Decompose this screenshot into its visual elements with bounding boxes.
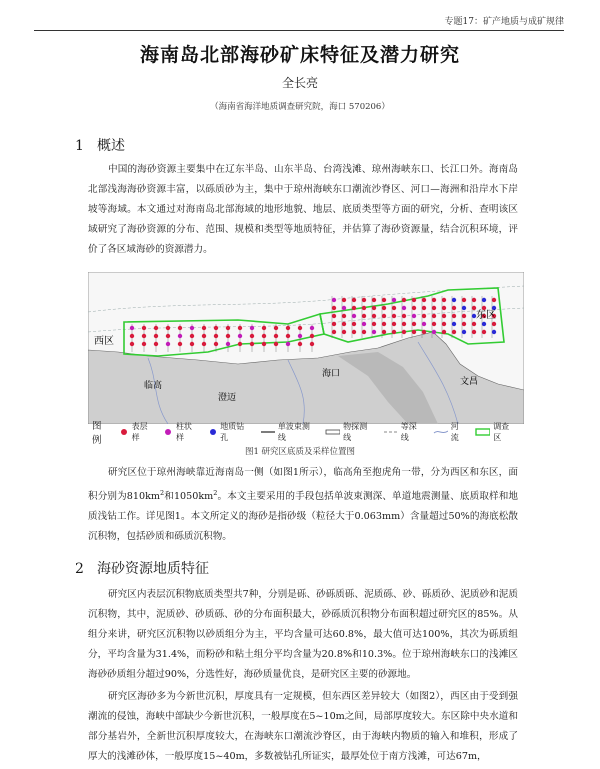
paper-title: 海南岛北部海砂矿床特征及潜力研究: [139, 44, 460, 66]
core-sample-point: [362, 322, 366, 326]
isobath-icon: [383, 427, 398, 437]
legend-item-borehole: [208, 421, 251, 443]
label-chengmai: 澄迈: [218, 393, 237, 403]
legend-label: 地质钻孔: [220, 422, 245, 442]
surface-sample-point: [202, 326, 206, 330]
unit-superscript: 2: [213, 489, 218, 497]
surface-sample-point: [342, 298, 346, 302]
surface-sample-point: [362, 306, 366, 310]
core-sample-point: [178, 334, 182, 338]
surface-sample-point: [462, 322, 466, 326]
legend-label: 河流: [450, 422, 459, 442]
surface-sample-point: [332, 314, 336, 318]
surface-sample-point: [442, 322, 446, 326]
borehole-point: [462, 306, 466, 310]
river-icon: [433, 427, 448, 437]
core-sample-point: [352, 314, 356, 318]
legend-item-survey-area: [475, 421, 516, 443]
surface-sample-point: [274, 334, 278, 338]
legend-item-geophysical: [325, 421, 374, 443]
section-title: 海砂资源地质特征: [97, 561, 209, 577]
surface-sample-point: [432, 298, 436, 302]
surface-sample-point: [342, 314, 346, 318]
surface-sample-point: [202, 342, 206, 346]
surface-sample-point: [178, 326, 182, 330]
author: 全长亮: [281, 76, 318, 90]
geophysical-line-icon: [325, 427, 340, 437]
paragraph-geology: 研究区内表层沉积物底质类型共7种，分别是砾、砂砾质砾、泥质砾、砂、砾质砂、泥质砂和泥质沉积物，其中，泥质砂、砂质砾、砂的分布面积最大，砂砾质沉积物分布面积超过研究区的85%。从组分来讲，研究区沉积物以砂质组分为主，平均含量可达60.8%，最大值可达100%，其次为砾质组分，平均含量为31.4%，而粉砂和粘土组分平均含量为20.8%和10.3%。位于琼州海峡东口的浅滩区海砂砂质组分超过90%，分选性好，海砂质量优良，是研究区主要的砂源地。: [88, 589, 518, 680]
surface-sample-point: [154, 334, 158, 338]
surface-sample-point: [362, 330, 366, 334]
surface-sample-point: [352, 322, 356, 326]
surface-sample-point: [452, 306, 456, 310]
surface-sample-point: [298, 342, 302, 346]
section-heading-1: [75, 135, 125, 155]
surface-sample-point: [382, 306, 386, 310]
surface-sample-point: [372, 306, 376, 310]
surface-sample-point: [352, 306, 356, 310]
surface-sample-point: [238, 326, 242, 330]
surface-sample-point: [402, 314, 406, 318]
core-sample-point: [310, 326, 314, 330]
surface-sample-point: [130, 342, 134, 346]
surface-sample-point: [402, 298, 406, 302]
surface-sample-point: [412, 322, 416, 326]
surface-sample-point: [262, 342, 266, 346]
surface-sample-point: [422, 306, 426, 310]
surface-sample-point: [214, 326, 218, 330]
core-sample-point: [166, 342, 170, 346]
core-sample-point: [342, 306, 346, 310]
legend-item-surface-sample: [119, 421, 154, 443]
surface-sample-point: [422, 314, 426, 318]
surface-sample-point: [352, 330, 356, 334]
surface-sample-point: [332, 330, 336, 334]
figure-caption: 图1 研究区底质及采样位置图: [244, 447, 356, 457]
label-east-area: 东区: [476, 310, 496, 321]
surface-sample-point: [402, 322, 406, 326]
label-west-area: 西区: [94, 336, 114, 347]
borehole-point: [452, 322, 456, 326]
core-sample-point: [392, 298, 396, 302]
surface-sample-point: [262, 334, 266, 338]
surface-sample-point: [214, 342, 218, 346]
surface-sample-point: [392, 314, 396, 318]
surface-sample-point: [310, 334, 314, 338]
core-sample-point: [402, 306, 406, 310]
running-head: 专题17：矿产地质与成矿规律: [444, 17, 564, 27]
surface-sample-point: [238, 342, 242, 346]
surface-sample-point: [178, 342, 182, 346]
surface-sample-point: [472, 298, 476, 302]
core-sample-point: [250, 326, 254, 330]
surface-sample-point: [392, 306, 396, 310]
surface-sample-point: [382, 322, 386, 326]
surface-sample-point: [412, 298, 416, 302]
surface-sample-point: [382, 298, 386, 302]
surface-sample-point: [452, 314, 456, 318]
section-number: 2: [75, 561, 84, 577]
surface-sample-point: [492, 298, 496, 302]
legend-item-core-sample: [163, 421, 198, 443]
legend-label: 柱状样: [175, 422, 192, 442]
section-number: 1: [75, 138, 84, 154]
surface-sample-point: [310, 342, 314, 346]
surface-sample-point: [432, 306, 436, 310]
surface-sample-point: [286, 334, 290, 338]
surface-sample-point: [422, 298, 426, 302]
surface-sample-point: [442, 330, 446, 334]
paragraph-thickness: 研究区海砂多为今新世沉积，厚度具有一定规模，但东西区差异较大（如图2），西区由于受到强潮流的侵蚀，海峡中部缺少今新世沉积，一般厚度在5~10m之间，局部厚度较大。东区除中央水道和部分基岩外，全新世沉积厚度较大，在海峡东口潮流沙脊区，由于海峡内物质的输入和堆积，形成了厚大的浅滩砂体，一般厚度15~40m，多数被钻孔所证实，最厚处位于南方浅滩，可达67m，: [88, 691, 518, 762]
legend-label: 等深线: [400, 422, 417, 442]
surface-sample-point: [482, 330, 486, 334]
single-beam-line-icon: [260, 427, 275, 437]
paragraph-text: 。本文主要采用的手段包括单波束测深、单道地震测量、底质取样和地质浅钻工作。详见图1。本文所定义的海砂是指砂级（粒径大于0.063mm）含量超过50%的海底松散沉积物，包括砂质和砾质沉积物。: [88, 491, 518, 543]
section-title: 概述: [97, 138, 125, 154]
surface-sample-point: [442, 298, 446, 302]
legend-label: 物探测线: [343, 422, 368, 442]
surface-sample-point: [274, 326, 278, 330]
surface-sample-point: [250, 342, 254, 346]
study-area-map: [88, 272, 524, 424]
legend-label: 单波束测线: [277, 422, 310, 442]
surface-sample-point: [226, 334, 230, 338]
surface-sample-point: [142, 334, 146, 338]
surface-sample-point: [332, 322, 336, 326]
surface-sample-point: [362, 314, 366, 318]
paragraph-text: 和1050km: [164, 491, 214, 503]
surface-sample-point: [392, 330, 396, 334]
legend-label: 调查区: [493, 422, 510, 442]
legend-label: 表层样: [131, 422, 148, 442]
surface-sample-point: [382, 314, 386, 318]
surface-sample-point: [214, 334, 218, 338]
core-sample-point: [226, 342, 230, 346]
borehole-icon: [208, 427, 218, 437]
surface-sample-point: [372, 322, 376, 326]
core-sample-point: [238, 334, 242, 338]
map-legend: [92, 421, 522, 446]
paragraph-study-area: [88, 463, 518, 547]
surface-sample-point: [342, 322, 346, 326]
surface-sample-point: [250, 334, 254, 338]
surface-sample-point: [472, 322, 476, 326]
core-sample-point: [130, 326, 134, 330]
borehole-point: [492, 330, 496, 334]
core-sample-point: [432, 330, 436, 334]
legend-title: 图例: [92, 421, 102, 446]
core-sample-point: [412, 314, 416, 318]
surface-sample-point: [154, 342, 158, 346]
surface-sample-point: [166, 326, 170, 330]
surface-sample-point: [202, 334, 206, 338]
surface-sample-point: [142, 342, 146, 346]
core-sample-point: [190, 326, 194, 330]
surface-sample-point: [286, 326, 290, 330]
header-rule: [34, 30, 564, 31]
core-sample-point: [298, 334, 302, 338]
surface-sample-point: [372, 298, 376, 302]
surface-sample-point: [402, 330, 406, 334]
label-wenchang: 文昌: [460, 377, 479, 387]
surface-sample-point: [492, 322, 496, 326]
borehole-point: [482, 322, 486, 326]
surface-sample-point: [298, 326, 302, 330]
surface-sample-point: [226, 326, 230, 330]
core-sample-point: [286, 342, 290, 346]
surface-sample-point: [432, 322, 436, 326]
paragraph-overview: 中国的海砂资源主要集中在辽东半岛、山东半岛、台湾浅滩、琼州海峡东口、长江口外。海南岛北部浅海海砂资源丰富，以砾质砂为主，集中于琼州海峡东口潮流沙脊区、河口—海洲和沿岸水下岸坡等海域。本文通过对海南岛北部海域的地形地貌、地层、底质类型等方面的研究，分析、查明该区域研究了海砂资源的分布、范围、规模和类型等地质特征，并估算了海砂资源量，结合沉积环境，评价了各区域海砂的资源潜力。: [88, 164, 518, 255]
surface-sample-point: [142, 326, 146, 330]
surface-sample-point: [462, 298, 466, 302]
core-sample-point: [332, 298, 336, 302]
surface-sample-point: [352, 298, 356, 302]
surface-sample-point: [382, 330, 386, 334]
surface-sample-point: [262, 326, 266, 330]
surface-sample-point: [422, 330, 426, 334]
surface-sample-icon: [119, 427, 129, 437]
section-heading-2: [75, 558, 209, 578]
core-sample-point: [372, 330, 376, 334]
borehole-point: [452, 298, 456, 302]
surface-sample-point: [462, 314, 466, 318]
surface-sample-point: [472, 330, 476, 334]
surface-sample-point: [432, 314, 436, 318]
survey-area-icon: [475, 427, 490, 437]
surface-sample-point: [190, 334, 194, 338]
surface-sample-point: [412, 306, 416, 310]
surface-sample-point: [130, 334, 134, 338]
surface-sample-point: [274, 342, 278, 346]
legend-item-isobath: [383, 421, 424, 443]
legend-item-single-beam: [260, 421, 316, 443]
unit-superscript: 2: [160, 489, 165, 497]
surface-sample-point: [362, 298, 366, 302]
surface-sample-point: [442, 306, 446, 310]
surface-sample-point: [412, 330, 416, 334]
surface-sample-point: [342, 330, 346, 334]
surface-sample-point: [166, 334, 170, 338]
borehole-point: [462, 330, 466, 334]
label-haikou: 海口: [322, 369, 341, 379]
surface-sample-point: [392, 322, 396, 326]
paragraph-text: 研究区位于琼州海峡靠近海南岛一侧（如图1所示），临高角至抱虎角一带，分为西区和东区，面积分别为810km: [88, 467, 518, 503]
surface-sample-point: [332, 306, 336, 310]
core-sample-point: [422, 322, 426, 326]
affiliation: （海南省海洋地质调查研究院，海口 570206）: [210, 102, 390, 112]
surface-sample-point: [154, 326, 158, 330]
label-lingao: 临高: [144, 381, 163, 391]
surface-sample-point: [372, 314, 376, 318]
borehole-point: [482, 298, 486, 302]
legend-item-river: [433, 421, 466, 443]
surface-sample-point: [452, 330, 456, 334]
surface-sample-point: [442, 314, 446, 318]
core-sample-icon: [163, 427, 173, 437]
surface-sample-point: [190, 342, 194, 346]
